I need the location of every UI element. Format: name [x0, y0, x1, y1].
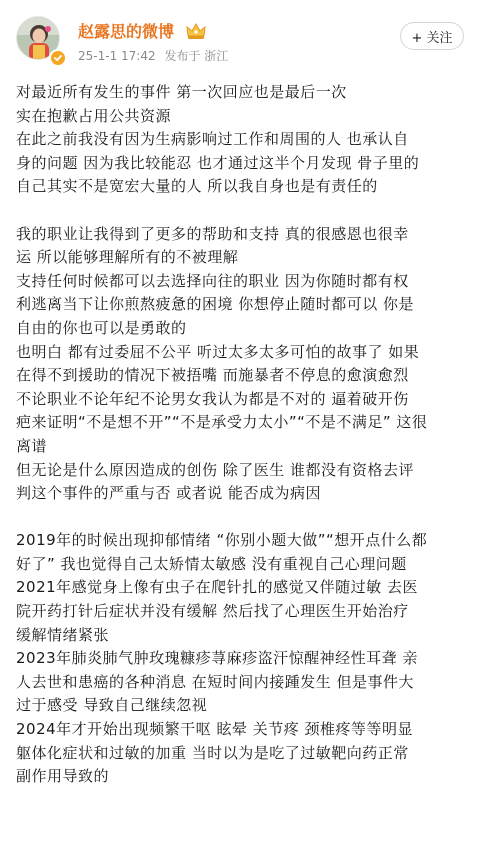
text-line: 缓解情绪紧张 [16, 625, 110, 644]
text-line: 我的职业让我得到了更多的帮助和支持 真的很感恩也很幸 [16, 224, 409, 243]
text-line: 院开药打针后症状并没有缓解 然后找了心理医生开始治疗 [16, 602, 409, 621]
text-line: 对最近所有发生的事件 第一次回应也是最后一次 [16, 83, 347, 101]
text-line: 不论职业不论年纪不论男女我认为都是不对的 逼着破开伤 [16, 389, 409, 408]
text-line: 也明白 都有过委屈不公平 听过太多太多可怕的故事了 如果 [16, 342, 420, 361]
text-line: 自己其实不是宽宏大量的人 所以我自身也是有责任的 [16, 177, 378, 196]
text-line: 身的问题 因为我比较能忍 也才通过这半个月发现 骨子里的 [16, 153, 420, 172]
text-line: 支持任何时候都可以去选择向往的职业 因为你随时都有权 [16, 271, 409, 290]
text-line: 实在抱歉占用公共资源 [16, 106, 172, 125]
text-line: 判这个事件的严重与否 或者说 能否成为病因 [16, 484, 322, 503]
post-header [0, 0, 477, 80]
text-line: 2019年的时候出现抑郁情绪 “你别小题大做”“想开点什么都 [16, 531, 428, 550]
text-line: 过于感受 导致自己继续忽视 [16, 696, 208, 715]
text-line: 2021年感觉身上像有虫子在爬针扎的感觉又伴随过敏 去医 [16, 578, 418, 597]
text-line: 离谱 [16, 436, 48, 455]
author-name[interactable]: 赵露思的微博 [78, 22, 175, 41]
text-line: 2023年肺炎肺气肿玫瑰糠疹荨麻疹盗汗惊醒神经性耳聋 亲 [16, 649, 418, 668]
paragraph-gap [16, 199, 467, 223]
crown-icon [186, 22, 206, 40]
text-line: 利逃离当下让你煎熬疲惫的困境 你想停止随时都可以 你是 [16, 295, 415, 314]
text-line: 自由的你也可以是勇敢的 [16, 318, 187, 337]
text-line: 但无论是什么原因造成的创伤 除了医生 谁都没有资格去评 [16, 460, 415, 479]
text-line: 躯体化症状和过敏的加重 当时以为是吃了过敏靶向药正常 [16, 743, 409, 762]
post-meta [78, 49, 233, 63]
text-line: 2024年才开始出现频繁干呕 眩晕 关节疼 颈椎疼等等明显 [16, 720, 413, 739]
text-line: 疤来证明“不是想不开”“不是承受力太小”“不是不满足” 这很 [16, 413, 428, 432]
text-line: 在此之前我没有因为生病影响过工作和周围的人 也承认自 [16, 130, 409, 149]
post-time: 25-1-1 17:42 [78, 49, 156, 63]
text-line: 在得不到援助的情况下被捂嘴 而施暴者不停息的愈演愈烈 [16, 366, 409, 385]
post-content [16, 81, 467, 789]
paragraph [16, 223, 467, 506]
paragraph [16, 529, 467, 789]
text-line: 副作用导致的 [16, 767, 110, 786]
post-source: 发布于 浙江 [164, 49, 229, 63]
text-line: 好了” 我也觉得自己太矫情太敏感 没有重视自己心理问题 [16, 554, 407, 573]
paragraph-gap [16, 506, 467, 530]
text-line: 运 所以能够理解所有的不被理解 [16, 248, 239, 267]
text-line: 人去世和患癌的各种消息 在短时间内接踵发生 但是事件大 [16, 672, 415, 691]
follow-button[interactable]: + 关注 [400, 22, 464, 50]
paragraph [16, 81, 467, 199]
verified-badge-icon [49, 49, 67, 67]
